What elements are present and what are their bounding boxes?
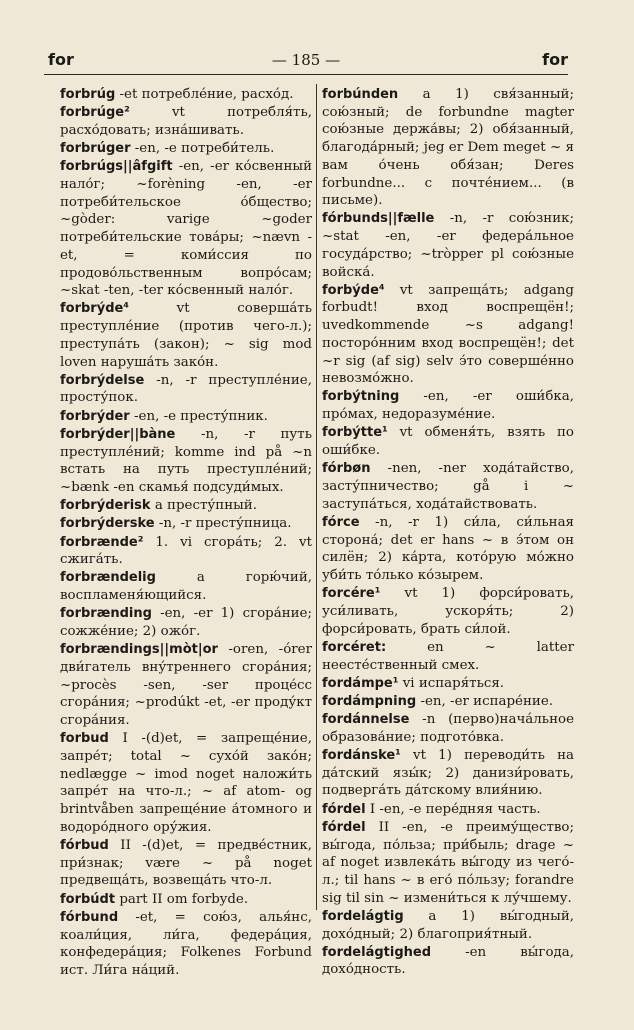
dictionary-entry xyxy=(322,282,574,388)
page-number: — 185 — xyxy=(271,51,341,69)
entry-definition: II -(d)et, = предве́стник, при́знак; være ~ på noget предвеща́ть, возвеща́ть что-л. xyxy=(60,838,312,889)
headword: forbrýderske xyxy=(60,516,155,532)
dictionary-entry xyxy=(60,300,312,371)
dictionary-entry xyxy=(60,104,312,139)
dictionary-entry xyxy=(322,944,574,979)
headword: fordelágtig xyxy=(322,908,404,924)
entry-definition: 1. vi сгора́ть; 2. vt сжига́ть. xyxy=(60,534,312,568)
entry-definition: vt 1) переводи́ть на да́тский язы́к; 2) данизи́ровать, подверга́ть да́тскому влия́нию. xyxy=(322,748,574,799)
headword: forbrúge² xyxy=(60,105,130,121)
headword: forbúnden xyxy=(322,87,399,102)
entry-definition: vi испаря́ться. xyxy=(398,675,505,691)
headword: forbrýde⁴ xyxy=(60,301,130,317)
entry-definition: vt соверша́ть преступле́ние (против чего-л.); преступа́ть (закон); ~ sig mod loven наруша́ть зако́н. xyxy=(60,301,312,370)
headword: fórbøn xyxy=(322,461,371,477)
entry-definition: -n, -r 1) си́ла, си́льная сторона́; det er hans ~ в э́том он силён; 2) ка́рта, кото́рую мо́жно уби́ть то́лько ко́зырем. xyxy=(322,514,574,583)
entry-definition: -en, -er ко́свенный нало́г; ~forèning -en, -er потреби́тельское о́бщество; ~gòder: varige ~goder потреби́тельские това́ры; ~nævn -et, = коми́ссия по продово́льственным вопро́сам; ~skat -ten, -ter ко́свенный нало́г. xyxy=(60,159,312,299)
headword: fordámpe¹ xyxy=(322,675,399,691)
headword: fórbunds||fælle xyxy=(322,211,435,227)
headword: fordánske¹ xyxy=(322,748,401,764)
headword: fordámpning xyxy=(322,693,417,709)
right-guide-word: for xyxy=(542,50,568,69)
dictionary-entry xyxy=(60,891,312,909)
dictionary-entry xyxy=(60,426,312,497)
headword: fordelágtighed xyxy=(322,944,432,960)
dictionary-entry xyxy=(60,408,312,426)
entry-definition: -en вы́года, дохо́дность. xyxy=(322,944,574,978)
headword: forbrýdelse xyxy=(60,372,145,388)
headword: fórdel xyxy=(322,801,366,817)
dictionary-entry xyxy=(322,801,574,819)
headword: forbrænding xyxy=(60,606,152,622)
headword: fórce xyxy=(322,514,360,530)
dictionary-entry xyxy=(322,675,574,693)
dictionary-entry xyxy=(60,86,312,104)
entry-definition: -nen, -ner хода́тайство, засту́пничество; gå i ~ заступа́ться, хода́тайствовать. xyxy=(322,461,574,512)
headword: fórbund xyxy=(60,909,119,925)
headword: forbrænde² xyxy=(60,534,144,550)
headword: forcére¹ xyxy=(322,586,381,602)
headword: forbýde⁴ xyxy=(322,282,385,298)
entry-definition: -n, -r престу́пница. xyxy=(154,516,292,532)
entry-definition: vt обменя́ть, взять по оши́бке. xyxy=(322,425,574,459)
dictionary-entry xyxy=(322,908,574,943)
dictionary-entry xyxy=(60,515,312,533)
page-header xyxy=(44,50,568,75)
left-guide-word: for xyxy=(48,50,74,69)
entry-definition: -et потребле́ние, расхо́д. xyxy=(115,87,294,102)
entry-definition: vt потребля́ть, расхо́довать; изна́шивать. xyxy=(60,105,312,138)
dictionary-entry xyxy=(60,497,312,515)
entry-definition: a 1) свя́занный; сою́зный; de forbundne magter сою́зные держа́вы; 2) обя́занный, благода́рный; jeg er Dem meget ~ я вам о́чень обя́зан; Deres forbundne... с почте́нием... (в письме). xyxy=(322,87,574,209)
entry-definition: -oren, -órer дви́гатель вну́треннего сгора́ния; ~procès -sen, -ser проце́сс сгора́ния; ~prodúkt -et, -er проду́кт сгора́ния. xyxy=(60,642,312,729)
headword: fórdel xyxy=(322,819,366,835)
headword: forcéret: xyxy=(322,639,387,655)
entry-definition: -en, -er 1) сгора́ние; сожже́ние; 2) ожо́г. xyxy=(60,606,312,640)
dictionary-entry xyxy=(60,909,312,980)
dictionary-entry xyxy=(60,140,312,158)
headword: forbúdt xyxy=(60,891,116,907)
headword: forbrændelig xyxy=(60,570,156,586)
headword: forbýtte¹ xyxy=(322,425,388,441)
entry-definition: en ~ latter неесте́ственный смех. xyxy=(322,639,574,673)
entry-definition: -n, -r преступле́ние, просту́пок. xyxy=(60,372,312,406)
entry-definition: vt запреща́ть; adgang forbudt! вход воспрещён!; uvedkommende ~s adgang! посторо́нним вход воспрещён!; det ~r sig (af sig) selv э́то соверше́нно невозмо́жно. xyxy=(322,282,574,387)
dictionary-entry xyxy=(60,372,312,407)
headword: forbrýderisk xyxy=(60,498,151,514)
entry-definition: -en, -er оши́бка, про́мах, недоразуме́ние. xyxy=(322,389,574,423)
headword: fórbud xyxy=(60,838,109,854)
entry-definition: -et, = сою́з, алья́нс, коали́ция, ли́га, федера́ция, конфедера́ция; Folkenes Forbund ист. Ли́га на́ций. xyxy=(60,909,312,978)
entry-definition: vt 1) форси́ровать, уси́ливать, ускоря́ть; 2) форси́ровать, брать си́лой. xyxy=(322,586,574,637)
dictionary-entry xyxy=(60,605,312,640)
column-divider xyxy=(316,84,317,910)
dictionary-entry xyxy=(322,585,574,638)
dictionary-entry xyxy=(322,639,574,674)
entry-definition: a престу́пный. xyxy=(150,498,257,514)
dictionary-entry xyxy=(322,460,574,513)
headword: forbýtning xyxy=(322,389,400,405)
dictionary-entry xyxy=(322,424,574,459)
entry-definition: -n, -r сою́зник; ~stat -en, -er федера́льное госуда́рство; ~tròpper pl сою́зные войска́. xyxy=(322,211,574,280)
headword: fordánnelse xyxy=(322,712,410,728)
headword: forbrýder||bàne xyxy=(60,426,176,442)
entry-definition: a 1) вы́годный, дохо́дный; 2) благоприя́тный. xyxy=(322,908,574,942)
headword: forbrændings||mòt|or xyxy=(60,642,218,658)
dictionary-entry xyxy=(60,837,312,890)
headword: forbrúg xyxy=(60,87,116,102)
entry-definition: -en, -e престу́пник. xyxy=(129,408,268,424)
entry-definition: -n, -r путь преступле́ний; komme ind på ~n встать на путь преступле́ний; ~bænk -en скамья́ подсуди́мых. xyxy=(60,426,312,495)
dictionary-entry xyxy=(60,534,312,569)
headword: forbrúgs||âfgift xyxy=(60,159,173,175)
dictionary-entry xyxy=(60,569,312,604)
headword: forbrýder xyxy=(60,408,130,424)
dictionary-entry xyxy=(322,693,574,711)
dictionary-entry xyxy=(60,641,312,730)
entry-definition: -en, -er испаре́ние. xyxy=(416,693,554,709)
dictionary-entry xyxy=(322,711,574,746)
entry-definition: a горю́чий, воспламеня́ющийся. xyxy=(60,570,312,604)
headword: forbrúger xyxy=(60,141,131,157)
entry-definition: I -(d)et, = запреще́ние, запре́т; total ~ сухо́й зако́н; nedlægge ~ imod noget наложи́ть запре́т на что-л.; ~ af atom- og brintvåben запреще́ние а́томного и водоро́дного ору́жия. xyxy=(60,731,312,835)
headword: forbud xyxy=(60,731,109,747)
dictionary-entry xyxy=(60,730,312,836)
entry-definition: I -en, -e пере́дняя часть. xyxy=(365,801,541,817)
right-column xyxy=(322,86,574,980)
dictionary-entry xyxy=(322,388,574,423)
dictionary-entry xyxy=(322,210,574,281)
left-column xyxy=(60,86,312,980)
entry-definition: part II om forbyde. xyxy=(115,891,249,907)
entry-definition: -en, -e потреби́тель. xyxy=(130,141,275,157)
entry-definition: -n (перво)нача́льное образова́ние; подгото́вка. xyxy=(322,712,574,745)
dictionary-entry xyxy=(60,158,312,300)
dictionary-entry xyxy=(322,747,574,800)
dictionary-entry xyxy=(322,514,574,585)
dictionary-entry xyxy=(322,86,574,210)
entry-definition: II -en, -e преиму́щество; вы́года, по́льза; при́быль; drage ~ af noget извлека́ть вы́году из чего́-л.; til hans ~ в его́ по́льзу; forandre sig til sin ~ измени́ться к лу́чшему. xyxy=(322,819,574,906)
dictionary-entry xyxy=(322,819,574,908)
